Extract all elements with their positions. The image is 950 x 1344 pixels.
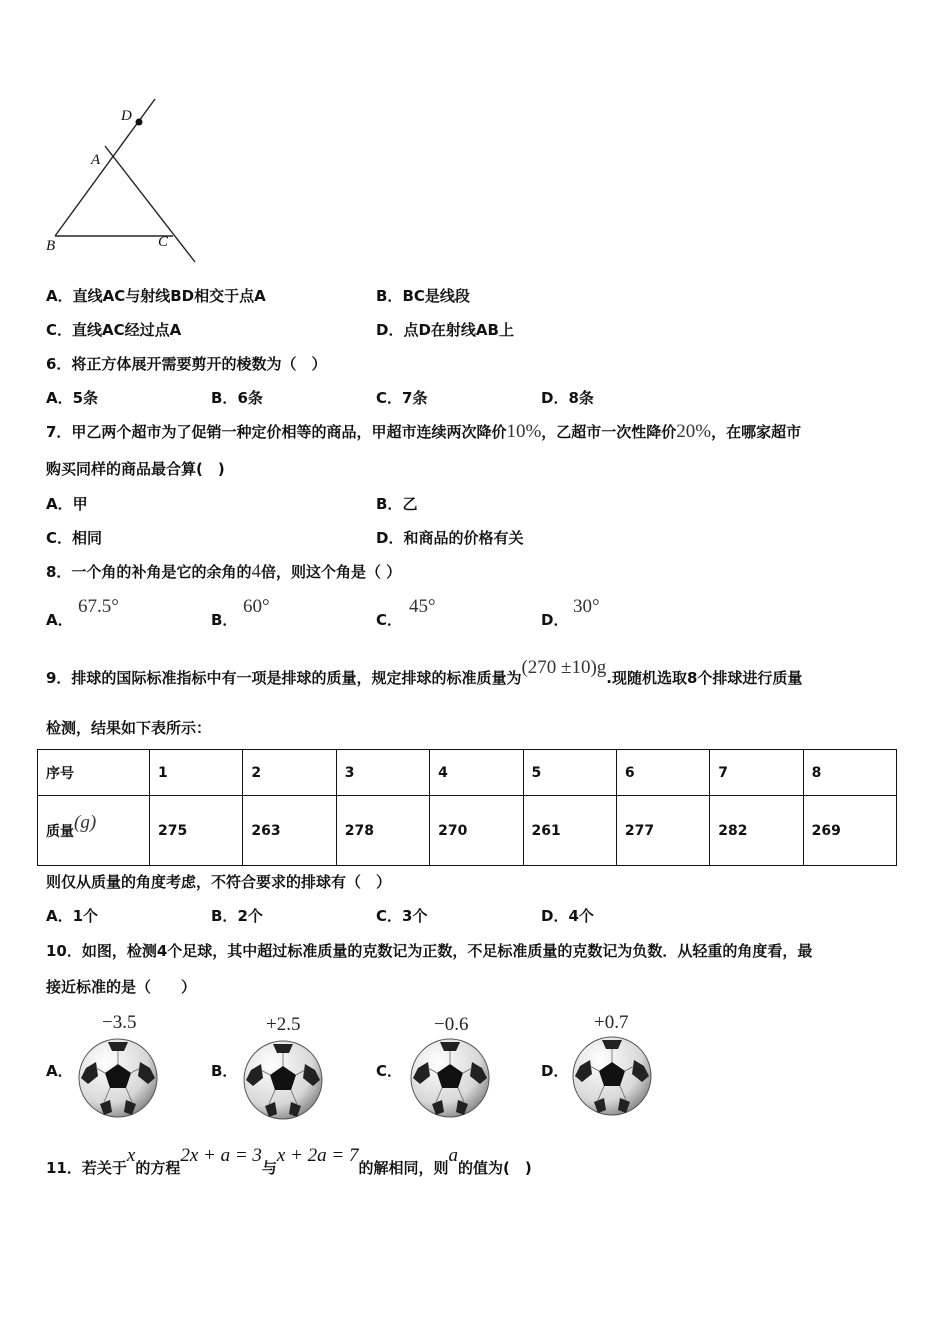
geometry-figure xyxy=(0,0,220,280)
q8-option-d-label[interactable]: D． xyxy=(541,611,569,629)
table-cell: 277 xyxy=(616,796,709,866)
q8-option-d-value: 30° xyxy=(573,596,600,617)
table-header-mass: 质量(g) xyxy=(38,796,150,866)
table-cell: 261 xyxy=(523,796,616,866)
q5-option-b[interactable]: B．BC是线段 xyxy=(376,287,470,305)
point-label-c: C xyxy=(158,234,169,250)
q6-stem: 6．将正方体展开需要剪开的棱数为（ ） xyxy=(46,355,327,373)
soccer-ball-icon[interactable] xyxy=(78,1038,158,1118)
q9-option-c[interactable]: C．3个 xyxy=(376,907,428,925)
q5-option-c[interactable]: C．直线AC经过点A xyxy=(46,321,182,339)
q10-option-c-label[interactable]: C． xyxy=(376,1062,403,1080)
q8-option-c-label[interactable]: C． xyxy=(376,611,403,629)
soccer-ball-icon[interactable] xyxy=(572,1036,652,1116)
soccer-ball-icon[interactable] xyxy=(410,1038,490,1118)
line-ac xyxy=(105,146,195,262)
table-cell: 269 xyxy=(803,796,896,866)
table-header-index: 序号 xyxy=(38,750,150,796)
q10-option-a-label[interactable]: A． xyxy=(46,1062,73,1080)
q7-stem: 7．甲乙两个超市为了促销一种定价相等的商品，甲超市连续两次降价10%，乙超市一次性降价20%，在哪家超市 xyxy=(46,421,802,442)
q6-option-c[interactable]: C．7条 xyxy=(376,389,428,407)
table-cell: 7 xyxy=(710,750,803,796)
q5-option-d[interactable]: D．点D在射线AB上 xyxy=(376,321,514,339)
table-cell: 282 xyxy=(710,796,803,866)
q11-var-a: a xyxy=(448,1145,459,1166)
q10-option-a-value: −3.5 xyxy=(102,1012,137,1033)
q8-option-b-value: 60° xyxy=(243,596,270,617)
q8-option-a-value: 67.5° xyxy=(78,596,119,617)
q7-option-a[interactable]: A．甲 xyxy=(46,495,88,513)
table-cell: 278 xyxy=(336,796,429,866)
table-cell: 263 xyxy=(243,796,336,866)
q7-option-d[interactable]: D．和商品的价格有关 xyxy=(376,529,524,547)
q9-option-d[interactable]: D．4个 xyxy=(541,907,594,925)
q7-option-b[interactable]: B．乙 xyxy=(376,495,418,513)
q9-stem: 9．排球的国际标准指标中有一项是排球的质量，规定排球的标准质量为(270 ±10)g.现随机选取8个排球进行质量 xyxy=(46,657,803,687)
q9-mass-table xyxy=(37,749,897,866)
q8-num: 4 xyxy=(251,561,261,582)
q8-option-c-value: 45° xyxy=(409,596,436,617)
q6-option-d[interactable]: D．8条 xyxy=(541,389,594,407)
q8-option-b-label[interactable]: B． xyxy=(211,611,238,629)
q7-option-c[interactable]: C．相同 xyxy=(46,529,103,547)
q6-option-a[interactable]: A．5条 xyxy=(46,389,99,407)
table-cell: 8 xyxy=(803,750,896,796)
q11-stem: 11．若关于x的方程2x + a = 3与x + 2a = 7的解相同，则a的值为( ) xyxy=(46,1145,532,1177)
soccer-ball-icon[interactable] xyxy=(243,1040,323,1120)
q6-option-b[interactable]: B．6条 xyxy=(211,389,263,407)
q11-var-x: x xyxy=(126,1145,136,1166)
table-cell: 275 xyxy=(150,796,243,866)
q11-eq1: 2x + a = 3 xyxy=(180,1145,262,1166)
q10-option-c-value: −0.6 xyxy=(434,1014,469,1035)
point-label-d: D xyxy=(121,108,132,124)
table-cell: 4 xyxy=(430,750,523,796)
table-row-mass xyxy=(38,796,897,866)
q11-eq2: x + 2a = 7 xyxy=(276,1145,359,1166)
q10-option-b-value: +2.5 xyxy=(266,1014,301,1035)
table-cell: 2 xyxy=(243,750,336,796)
table-cell: 5 xyxy=(523,750,616,796)
table-cell: 1 xyxy=(150,750,243,796)
q10-option-d-label[interactable]: D． xyxy=(541,1062,569,1080)
table-cell: 3 xyxy=(336,750,429,796)
q7-stem-line2: 购买同样的商品最合算( ) xyxy=(46,460,225,478)
table-row-index xyxy=(38,750,897,796)
table-cell: 270 xyxy=(430,796,523,866)
mass-unit: (g) xyxy=(74,811,97,833)
q10-stem-line2: 接近标准的是（ ） xyxy=(46,978,197,996)
point-label-b: B xyxy=(46,238,56,254)
q10-option-b-label[interactable]: B． xyxy=(211,1062,238,1080)
q9-stem-line2: 检测，结果如下表所示： xyxy=(46,719,212,737)
q10-stem: 10．如图，检测4个足球，其中超过标准质量的克数记为正数，不足标准质量的克数记为负数．从轻重的角度看，最 xyxy=(46,942,813,960)
q9-option-a[interactable]: A．1个 xyxy=(46,907,99,925)
q10-option-d-value: +0.7 xyxy=(594,1012,629,1033)
q9-option-b[interactable]: B．2个 xyxy=(211,907,263,925)
point-d-dot xyxy=(136,119,143,126)
q9-formula: (270 ±10)g xyxy=(521,657,607,678)
q8-stem: 8．一个角的补角是它的余角的4倍，则这个角是（ ） xyxy=(46,561,402,582)
q7-pct1: 10% xyxy=(506,421,542,442)
q8-option-a-label[interactable]: A． xyxy=(46,611,73,629)
table-cell: 6 xyxy=(616,750,709,796)
q7-pct2: 20% xyxy=(676,421,712,442)
q9-question: 则仅从质量的角度考虑，不符合要求的排球有（ ） xyxy=(46,873,392,891)
point-label-a: A xyxy=(91,152,101,168)
q5-option-a[interactable]: A．直线AC与射线BD相交于点A xyxy=(46,287,266,305)
